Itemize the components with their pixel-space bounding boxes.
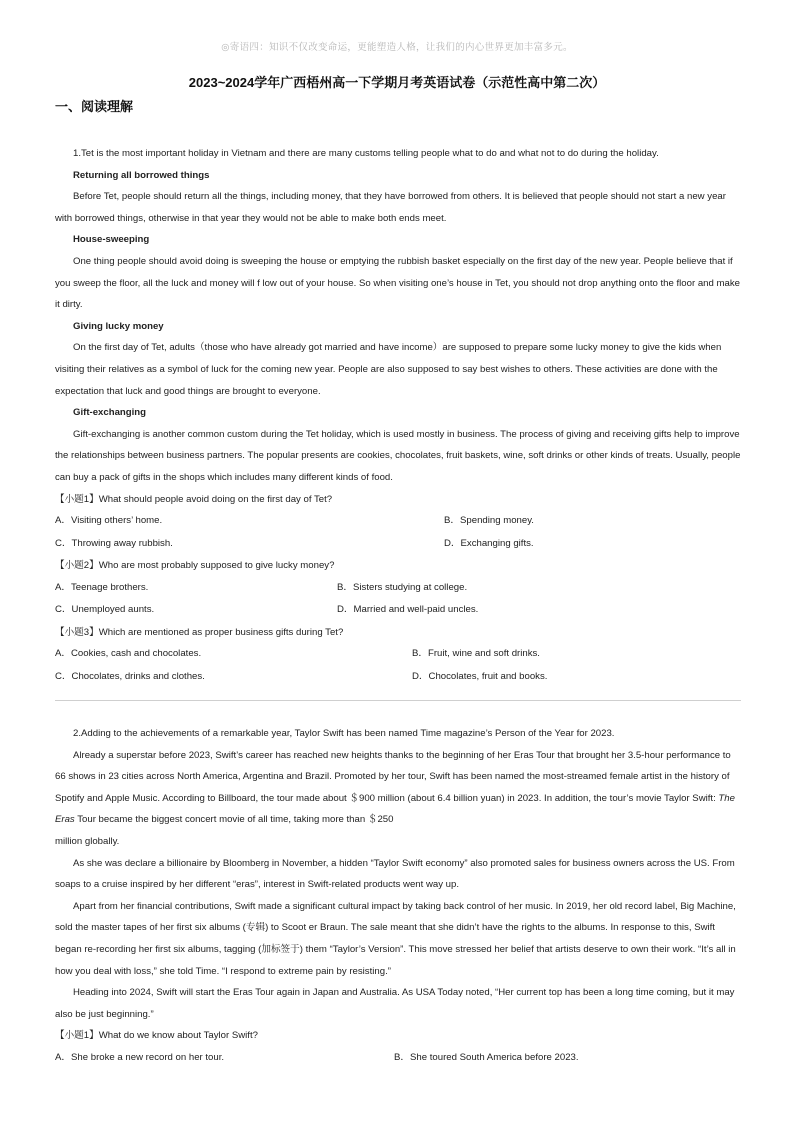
options-1-2-row1	[55, 577, 743, 600]
option-c: C．Unemployed aunts.	[55, 604, 155, 616]
option-c: C．Chocolates, drinks and clothes.	[55, 670, 205, 682]
option-b: B．She toured South America before 2023.	[394, 1051, 579, 1063]
subheading-borrowed: Returning all borrowed things	[73, 169, 210, 181]
passage-2-intro: 2.Adding to the achievements of a remarkable year, Taylor Swift has been named Time magazine’s Person of the Year for 2023.	[73, 728, 615, 739]
options-1-3-row2	[55, 666, 743, 689]
paragraph-career-text: Already a superstar before 2023, Swift’s career has reached new heights thanks to the beginning of her Eras Tour that brought her 3.5-hour performance to 66 shows in 23 cities across North America, Argentina and Brazil. Promoted by her tour, Swift has been named the most-streamed female artist in the history of Spotify and Apple Music. According to Billboard, the tour made about ＄900 million (about 6.4 billion yuan) in 2023. In addition, the tour’s movie Taylor Swift:	[55, 749, 731, 804]
question-1-1: 【小题1】What should people avoid doing on the first day of Tet?	[55, 493, 333, 505]
exam-title: 2023~2024学年广西梧州高一下学期月考英语试卷（示范性高中第二次）	[188, 75, 606, 90]
question-1-3: 【小题3】Which are mentioned as proper business gifts during Tet?	[55, 626, 344, 638]
passage-1	[55, 143, 743, 688]
option-c: C．Throwing away rubbish.	[55, 537, 173, 549]
subheading-lucky-money: Giving lucky money	[73, 320, 164, 332]
option-d: D．Chocolates, fruit and books.	[412, 670, 548, 682]
option-a: A．Cookies, cash and chocolates.	[55, 648, 202, 660]
paragraph-career	[55, 745, 743, 831]
option-b: B．Fruit, wine and soft drinks.	[412, 648, 540, 660]
section-divider	[55, 700, 741, 701]
question-2-1: 【小题1】What do we know about Taylor Swift?	[55, 1030, 258, 1042]
option-a: A．Teenage brothers.	[55, 581, 149, 593]
option-a: A．She broke a new record on her tour.	[55, 1051, 225, 1063]
options-1-3-row1	[55, 643, 743, 666]
passage-1-intro: 1.Tet is the most important holiday in Vietnam and there are many customs telling people what to do and what not to do during the holiday.	[73, 148, 659, 159]
paragraph-career-tail: Tour became the biggest concert movie of all time, taking more than ＄250	[77, 814, 394, 826]
movie-title-italic: The Eras	[55, 792, 735, 826]
options-1-1-row2	[55, 533, 743, 556]
option-b: B．Sisters studying at college.	[337, 581, 468, 593]
options-1-2-row2	[55, 599, 743, 622]
subheading-gift: Gift-exchanging	[73, 407, 147, 419]
paragraph-sweeping: One thing people should avoid doing is sweeping the house or emptying the rubbish basket especially on the first day of the new year. People believe that if you sweep the floor, all the luck and money will f low out of your house. So when visiting one’s house in Tet, you should not drop anything onto the floor and make it dirty.	[55, 255, 740, 311]
header-watermark: ◎寄语四：知识不仅改变命运，更能塑造人格，让我们的内心世界更加丰富多元。	[221, 42, 573, 53]
paragraph-lucky-money: On the first day of Tet, adults（those who have already got married and have income）are supposed to prepare some lucky money to give the kids when visiting their relatives as a symbol of luck for the coming new year. People are also supposed to say best wishes to others. These activities are done with the expectation that luck and good things are brought to everyone.	[55, 342, 722, 397]
paragraph-gift: Gift-exchanging is another common custom during the Tet holiday, which is used mostly in business. The process of giving and receiving gifts help to improve the relationships between business partners. The popular presents are cookies, chocolates, fruit baskets, wine, soft drinks or other kinds of treats. Usually, people can buy a pack of gifts in the shops which includes many different kinds of food.	[55, 428, 741, 483]
paragraph-borrowed: Before Tet, people should return all the things, including money, that they have borrowed from others. It is believed that people should not start a new year with borrowed things, otherwise in that year they would not be able to make both ends meet.	[55, 191, 726, 224]
paragraph-2024: Heading into 2024, Swift will start the Eras Tour again in Japan and Australia. As USA Today noted, “Her current top has been a long time coming, but it may also be just beginning.”	[55, 987, 735, 1020]
paragraph-career-last: million globally.	[55, 835, 120, 847]
passage-2	[55, 723, 743, 1069]
option-d: D．Exchanging gifts.	[444, 537, 534, 549]
option-b: B．Spending money.	[444, 515, 534, 527]
subheading-sweeping: House-sweeping	[73, 234, 150, 246]
question-1-2: 【小题2】Who are most probably supposed to give lucky money?	[55, 560, 335, 572]
options-1-1-row1	[55, 510, 743, 533]
paragraph-cultural: Apart from her financial contributions, Swift made a significant cultural impact by taking back control of her music. In 2019, her old record label, Big Machine, sold the master tapes of her first six albums (专辑) to Scoot er Braun. The sale meant that she didn’t have the rights to the albums. In response to this, Swift began re-recording her first six albums, tagging (加标签于) them “Taylor’s Version”. This move stressed her belief that artists deserve to own their work. “It’s all in how you deal with loss,” she told Time. “I respond to extreme pain by resisting.”	[55, 900, 736, 977]
options-2-1-row1	[55, 1047, 743, 1070]
option-a: A．Visiting others’ home.	[55, 515, 163, 527]
paragraph-economy: As she was declare a billionaire by Bloomberg in November, a hidden “Taylor Swift economy” also promoted sales for business owners across the US. From soaps to a cruise inspired by her different “eras”, interest in Swift-related products went way up.	[55, 857, 735, 891]
section-heading: 一、阅读理解	[55, 100, 134, 115]
option-d: D．Married and well-paid uncles.	[337, 604, 479, 616]
